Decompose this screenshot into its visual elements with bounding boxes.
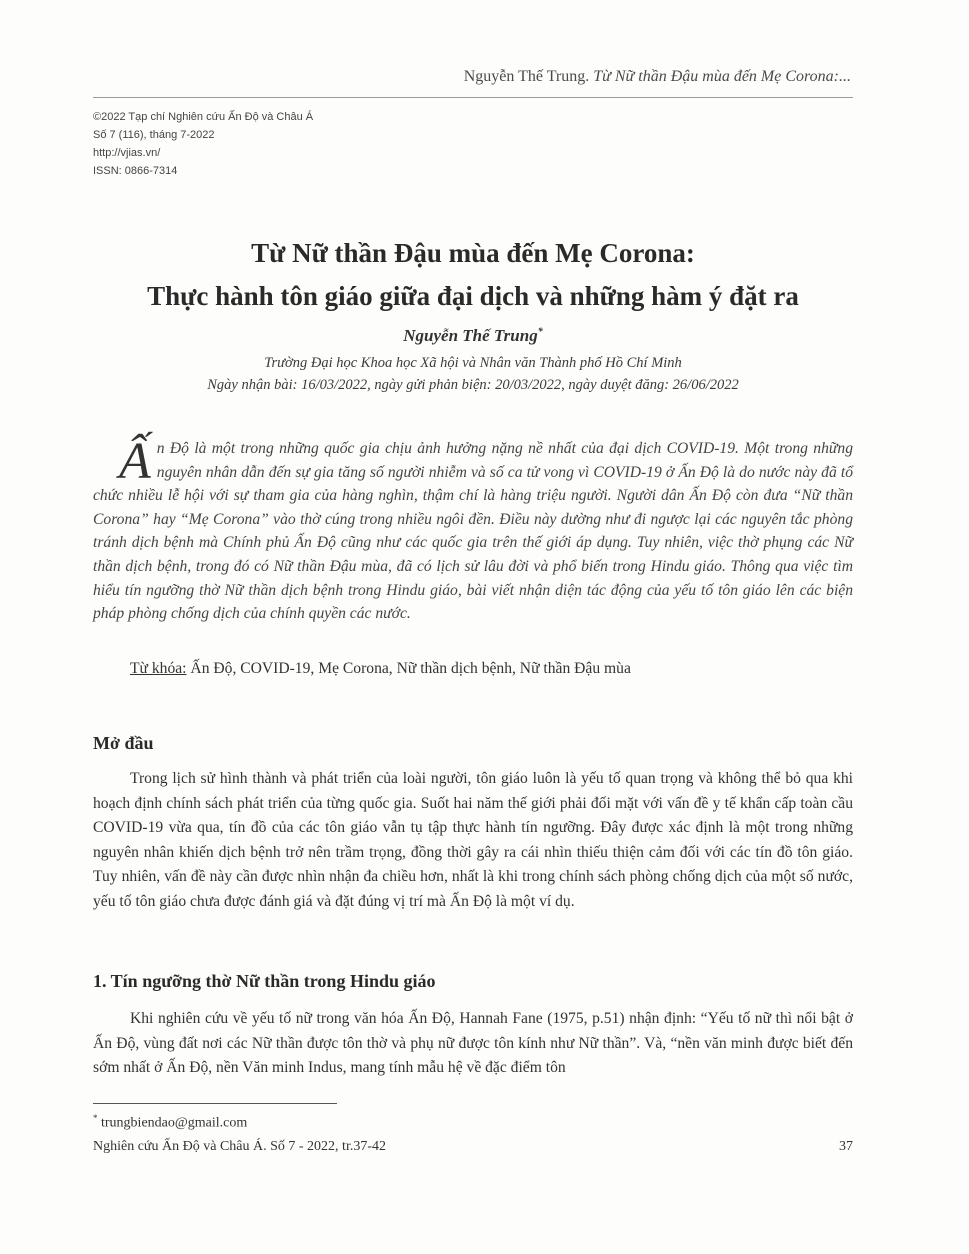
issn-line: ISSN: 0866-7314 (93, 165, 178, 177)
intro-paragraph: Trong lịch sử hình thành và phát triển của loài người, tôn giáo luôn là yếu tố quan trọng và không thể bỏ qua khi hoạch định chính sách phát triển của từng quốc gia. Suốt hai năm thế giới phải đối mặt với vấn đề y tế khẩn cấp toàn cầu COVID-19 vừa qua, tín đồ của các tôn giáo vẫn tụ tập thực hành tín ngưỡng. Đây được xác định là một trong những nguyên nhân khiến dịch bệnh trở nên trầm trọng, đồng thời gây ra cái nhìn thiếu thiện cảm đối với các tín đồ tôn giáo. Tuy nhiên, vấn đề này cần được nhìn nhận đa chiều hơn, nhất là khi trong chính sách phòng chống dịch của một số nước, yếu tố tôn giáo chưa được đánh giá và đặt đúng vị trí mà Ấn Độ là một ví dụ. (93, 770, 853, 910)
header-rule (93, 97, 853, 98)
journal-url: http://vjias.vn/ (93, 147, 161, 159)
running-head-author: Nguyễn Thế Trung. (463, 68, 590, 85)
publication-info (93, 108, 313, 180)
article-title (93, 232, 853, 318)
submission-dates: Ngày nhận bài: 16/03/2022, ngày gửi phản biện: 20/03/2022, ngày duyệt đăng: 26/06/2022 (207, 377, 739, 393)
page-number: 37 (839, 1139, 853, 1154)
abstract-text: n Độ là một trong những quốc gia chịu ảnh hưởng nặng nề nhất của đại dịch COVID-19. Một trong những nguyên nhân dẫn đến sự gia tăng số người nhiễm và số ca tử vong vì COVID-19 ở Ấn Độ là do nước này đã tổ chức nhiều lễ hội với sự tham gia của hàng nghìn, thậm chí là hàng triệu người. Người dân Ấn Độ còn đưa “Nữ thần Corona” hay “Mẹ Corona” vào thờ cúng trong nhiều ngôi đền. Điều này dường như đi ngược lại các nguyên tắc phòng tránh dịch bệnh mà Chính phủ Ấn Độ cũng như các quốc gia trên thế giới áp dụng. Tuy nhiên, việc thờ phụng các Nữ thần dịch bệnh, trong đó có Nữ thần Đậu mùa, đã có lịch sử lâu đời và phổ biến trong Hindu giáo. Thông qua việc tìm hiểu tín ngưỡng thờ Nữ thần dịch bệnh trong Hindu giáo, bài viết nhận diện tác động của yếu tố tôn giáo lên các biện pháp phòng chống dịch của chính quyền các nước. (93, 440, 853, 623)
intro-heading: Mở đầu (93, 733, 154, 753)
footnote-rule (93, 1103, 337, 1104)
running-head-title: Từ Nữ thần Đậu mùa đến Mẹ Corona:... (593, 68, 851, 85)
footer-journal-citation: Nghiên cứu Ấn Độ và Châu Á. Số 7 - 2022, tr.37-42 (93, 1139, 387, 1154)
author-footnote-marker: * (537, 326, 543, 338)
title-line-2: Thực hành tôn giáo giữa đại dịch và những hàm ý đặt ra (147, 281, 799, 311)
title-line-1: Từ Nữ thần Đậu mùa đến Mẹ Corona: (251, 238, 695, 268)
issue-line: Số 7 (116), tháng 7-2022 (93, 129, 215, 141)
keywords-text: Ấn Độ, COVID-19, Mẹ Corona, Nữ thần dịch bệnh, Nữ thần Đậu mùa (186, 660, 631, 677)
abstract (93, 433, 853, 626)
section-1-heading: 1. Tín ngưỡng thờ Nữ thần trong Hindu giáo (93, 971, 436, 991)
copyright-line: ©2022 Tạp chí Nghiên cứu Ấn Độ và Châu Á (93, 111, 314, 123)
abstract-dropcap: Ấ (119, 433, 151, 490)
footnote (93, 1113, 247, 1132)
footnote-marker: * (93, 1113, 98, 1123)
section-1-paragraph: Khi nghiên cứu về yếu tố nữ trong văn hóa Ấn Độ, Hannah Fane (1975, p.51) nhận định: “Yếu tố nữ thì nổi bật ở Ấn Độ, vùng đất nơi các Nữ thần được tôn thờ và phụ nữ được tôn kính như Nữ thần”. Và, “nền văn minh được biết đến sớm nhất ở Ấn Độ, nền Văn minh Indus, mang tính mẫu hệ về đặc điểm tôn (93, 1010, 853, 1076)
keywords (130, 660, 853, 678)
author-name-text: Nguyễn Thế Trung (403, 326, 538, 345)
author-name (93, 326, 853, 346)
keywords-label: Từ khóa: (130, 660, 187, 677)
running-head (464, 68, 851, 86)
author-affiliation: Trường Đại học Khoa học Xã hội và Nhân văn Thành phố Hồ Chí Minh (264, 355, 682, 371)
footnote-email: trungbiendao@gmail.com (97, 1115, 248, 1131)
